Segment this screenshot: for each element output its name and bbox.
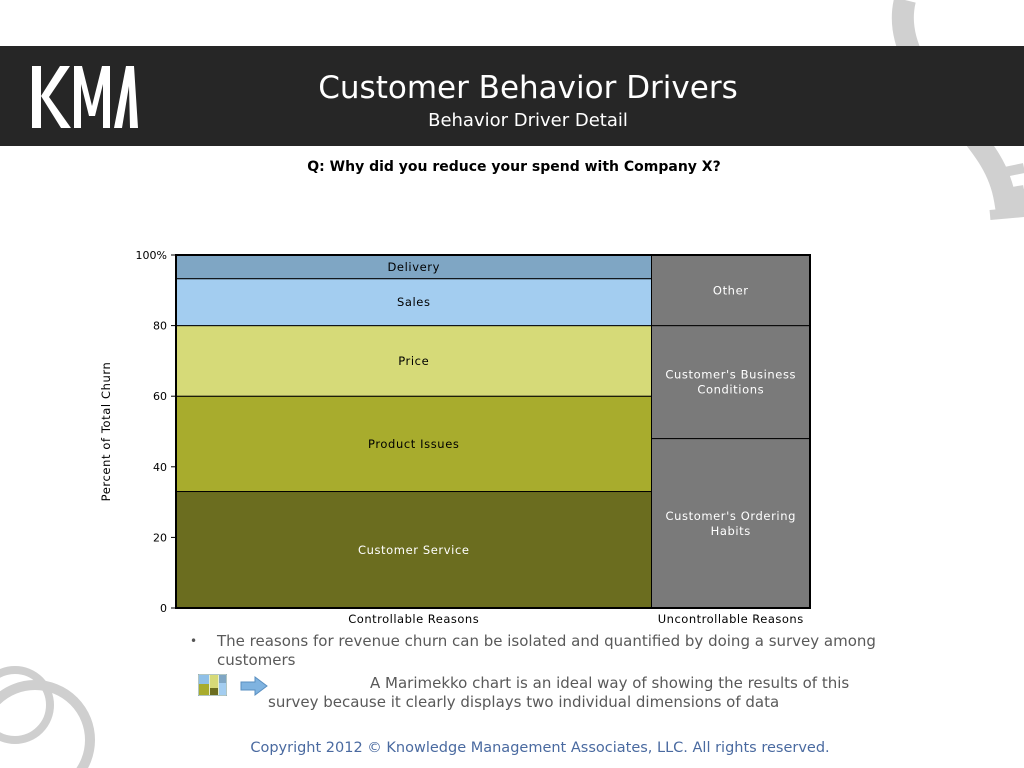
segment-label: Sales [396,295,431,310]
marimekko-chart-icon [198,674,227,696]
segment-label: Customer's Business [665,367,797,382]
bullet-text-2: A Marimekko chart is an ideal way of showing the results of this survey because it clearly displays two individual dimensions of data [268,674,850,711]
y-tick-label: 40 [153,460,167,474]
page-subtitle: Behavior Driver Detail [428,110,628,131]
bullet-text-1: The reasons for revenue churn can be isolated and quantified by doing a survey among customers [217,632,876,669]
survey-question: Q: Why did you reduce your spend with Company X? [307,159,721,175]
x-tick-label: Controllable Reasons [348,612,480,626]
segment-label: Price [398,353,430,368]
segment-label: Product Issues [368,436,460,451]
segment-label: Delivery [387,259,441,274]
y-tick-label: 60 [153,390,167,404]
x-tick-label: Uncontrollable Reasons [657,612,804,626]
y-tick-label: 20 [153,531,167,545]
y-tick-label: 0 [160,602,167,615]
page-title: Customer Behavior Drivers [318,70,738,106]
y-tick-label: 80 [153,319,167,333]
copyright-footer: Copyright 2012 © Knowledge Management Associates, LLC. All rights reserved. [250,740,830,756]
segment-label: Conditions [697,382,765,397]
segment-label: Other [712,283,749,298]
segment-label: Customer's Ordering [665,508,797,523]
segment-label: Customer Service [357,542,470,557]
y-axis-label: Percent of Total Churn [99,361,113,502]
segment-label: Habits [710,523,751,538]
y-tick-label: 100% [135,249,167,262]
right-arrow-icon [240,676,268,696]
bullet-dot: • [190,634,198,648]
